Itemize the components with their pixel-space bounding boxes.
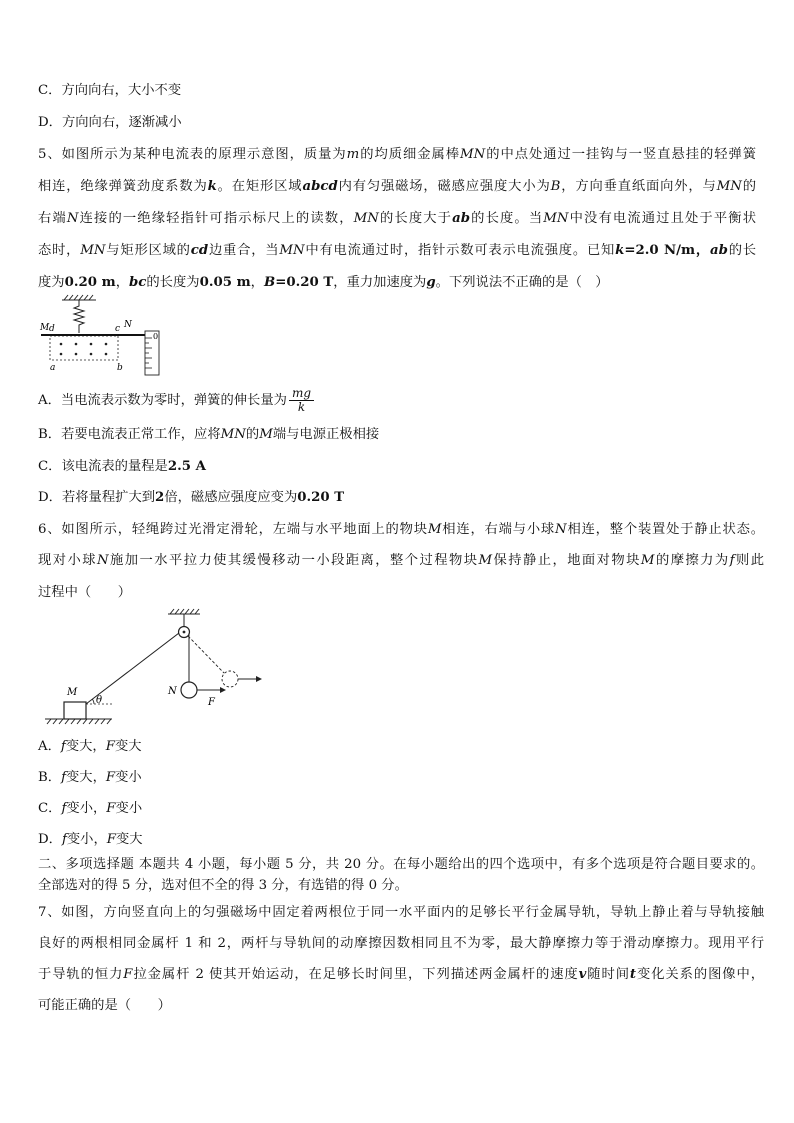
- force-f-arrowhead: [220, 687, 226, 693]
- q4-option-d: D．方向向右，逐渐减小: [38, 115, 182, 130]
- magnetic-field-region: [50, 336, 118, 360]
- q6-option-c: C．f变小，F变小: [38, 801, 143, 816]
- q6-stem-line3: 过程中（ ）: [38, 585, 132, 600]
- q5-option-a: A．当电流表示数为零时，弹簧的伸长量为 $\frac{mg}{k}$: [38, 386, 314, 416]
- q5-current-meter-figure: [36, 294, 171, 376]
- section2-heading-line1: 二、多项选择题 本题共 4 小题，每小题 5 分，共 20 分。在每小题给出的四个选项中，有多个选项是符合题目要求的。: [38, 857, 764, 872]
- label-d: d: [49, 324, 55, 334]
- label-N: N: [124, 320, 132, 330]
- rope-dashed: [188, 636, 224, 673]
- ground-hatch: [45, 719, 112, 724]
- label-N: N: [168, 686, 177, 697]
- field-dots: [60, 343, 108, 356]
- label-F: F: [208, 697, 215, 708]
- q6-option-d: D．f变小，F变大: [38, 832, 143, 847]
- q6-stem-line2: 现对小球N施加一水平拉力使其缓慢移动一小段距离，整个过程物块M保持静止，地面对物块M的摩擦力为f则此: [38, 553, 765, 568]
- q4-option-c: C．方向向右，大小不变: [38, 83, 182, 98]
- label-theta: θ: [96, 695, 103, 706]
- label-0: 0: [153, 332, 159, 341]
- fraction-mg-over-k: $\frac{mg}{k}$: [289, 387, 314, 414]
- label-M: M: [40, 323, 50, 333]
- q6-option-b: B．f变大，F变小: [38, 770, 142, 785]
- section2-heading-line2: 全部选对的得 5 分，选对但不全的得 3 分，有选错的得 0 分。: [38, 878, 408, 893]
- q5-stem-line4: 态时，MN与矩形区域的cd边重合，当MN中有电流通过时，指针示数可表示电流强度。已知k=2.0 N/m，ab的长: [38, 243, 757, 258]
- q6-pulley-figure: [40, 606, 270, 730]
- block-m: [64, 702, 86, 719]
- label-c: c: [115, 324, 121, 334]
- ceiling-hatch: [62, 295, 96, 300]
- label-a: a: [50, 363, 56, 373]
- label-M: M: [67, 687, 78, 698]
- ball-n: [181, 682, 197, 698]
- scale-ticks: [145, 338, 152, 368]
- ceiling-hatch: [168, 609, 200, 614]
- q5-stem-line1: 5、如图所示为某种电流表的原理示意图，质量为m的均质细金属棒MN的中点处通过一挂钩与一竖直悬挂的轻弹簧: [38, 147, 757, 162]
- q5-option-b: B．若要电流表正常工作，应将MN的M端与电源正极相接: [38, 427, 380, 442]
- q7-stem-line4: 可能正确的是（ ）: [38, 998, 171, 1013]
- q7-stem-line3: 于导轨的恒力F拉金属杆 2 使其开始运动，在足够长时间里，下列描述两金属杆的速度v随时间t变化关系的图像中，: [38, 967, 765, 982]
- displacement-arrowhead: [256, 676, 262, 682]
- ball-n-displaced: [222, 671, 238, 687]
- q5-stem-line2: 相连，绝缘弹簧劲度系数为k。在矩形区域abcd内有匀强磁场，磁感应强度大小为B，方向垂直纸面向外，与MN的: [38, 179, 757, 194]
- q5-option-c: C．该电流表的量程是2.5 A: [38, 459, 206, 474]
- pulley-axle: [183, 631, 186, 634]
- q6-stem-line1: 6、如图所示，轻绳跨过光滑定滑轮，左端与水平地面上的物块M相连，右端与小球N相连，整个装置处于静止状态。: [38, 522, 765, 537]
- label-b: b: [117, 363, 123, 373]
- angle-arc: [92, 699, 94, 704]
- spring: [74, 300, 84, 333]
- rope-to-block: [86, 633, 179, 704]
- q5-stem-line3: 右端N连接的一绝缘轻指针可指示标尺上的读数，MN的长度大于ab的长度。当MN中没有电流通过且处于平衡状: [38, 211, 756, 226]
- q5-option-d: D．若将量程扩大到2倍，磁感应强度应变为0.20 T: [38, 490, 345, 505]
- q6-option-a: A．f变大，F变大: [38, 739, 142, 754]
- q5-stem-line5: 度为0.20 m，bc的长度为0.05 m，B=0.20 T，重力加速度为g。下列说法不正确的是（ ）: [38, 275, 609, 290]
- q7-stem-line1: 7、如图，方向竖直向上的匀强磁场中固定着两根位于同一水平面内的足够长平行金属导轨，导轨上静止着与导轨接触: [38, 905, 764, 920]
- q7-stem-line2: 良好的两根相同金属杆 1 和 2，两杆与导轨间的动摩擦因数相同且不为零，最大静摩擦力等于滑动摩擦力。现用平行: [38, 936, 764, 951]
